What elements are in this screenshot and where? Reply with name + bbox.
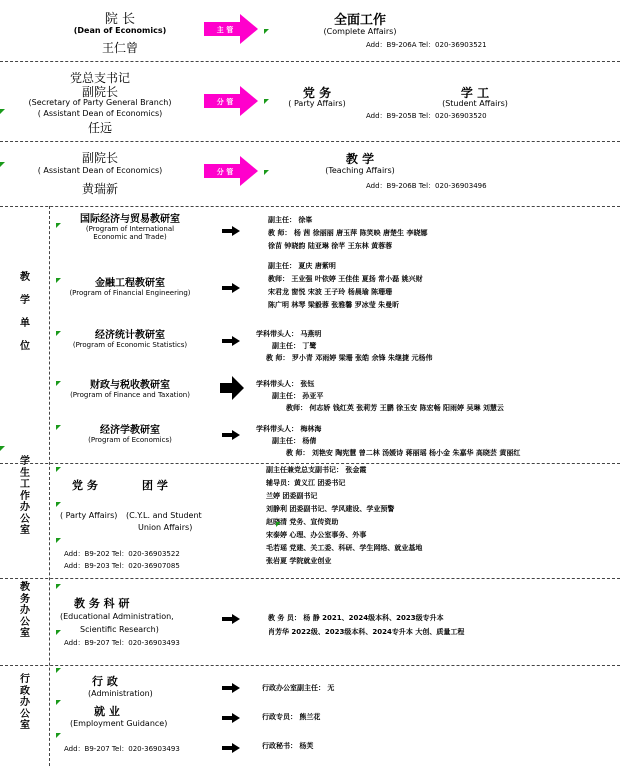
cyl-en: (C.Y.L. and Student	[126, 511, 202, 520]
marker	[56, 223, 61, 228]
unit-cn: 国际经济与贸易教研室	[80, 214, 180, 225]
arrow-label: 分 管	[216, 168, 234, 176]
marker	[56, 700, 61, 705]
unit-cn: 财政与税收教研室	[90, 380, 170, 391]
marker	[0, 109, 5, 114]
unit-en: (Program of Economics)	[88, 436, 172, 444]
arrow-label: 分 管	[216, 98, 234, 106]
marker	[0, 162, 5, 167]
addr: Add：B9-206A Tel：020-36903521	[366, 41, 487, 49]
unit-cn: 经济学教研室	[100, 425, 160, 436]
resp-en: (Complete Affairs)	[323, 27, 397, 36]
unit-staff: 副主任： 徐峯 教 师： 杨 茜 徐丽丽 唐玉萍 陈笑映 唐楚生 李晓娜 徐苗 钟晓韵 陆亚琳 徐芊 王东林 黄蓉蓉	[268, 216, 428, 250]
secretary-title: 党总支书记	[69, 71, 130, 85]
employment-title: 就 业	[94, 705, 120, 718]
marker	[56, 502, 61, 507]
student-affairs-en: (Student Affairs)	[442, 99, 508, 108]
vice-dean-en: ( Assistant Dean of Economics)	[37, 109, 163, 118]
marker	[264, 99, 269, 104]
party-affairs-title: 党 务	[302, 86, 332, 100]
admin-title: 行 政	[92, 675, 118, 688]
addr: Add：B9-207 Tel：020-36903493	[64, 639, 180, 647]
admin-side-label: 行 政 办 公 室	[20, 674, 30, 731]
academic-title: 教 务 科 研	[74, 597, 130, 610]
unit-economics	[60, 421, 200, 444]
marker	[56, 733, 61, 738]
arrow-right-icon	[222, 683, 240, 693]
dean-name: 王仁曾	[101, 41, 138, 55]
marker	[56, 331, 61, 336]
marker	[56, 425, 61, 430]
vice-dean-en: ( Assistant Dean of Economics)	[37, 166, 163, 175]
marker	[56, 584, 61, 589]
academic-staff: 教 务 员： 杨 静 2021、2024级本科、2023级专升本	[268, 614, 444, 622]
teaching-title: 教 学	[345, 152, 375, 166]
arrow-right-icon	[222, 743, 240, 753]
marker	[276, 522, 281, 527]
marker	[56, 278, 61, 283]
admin-staff: 行政专员： 熊兰花	[262, 713, 321, 721]
cyl-en: Union Affairs)	[138, 523, 193, 532]
addr: Add：B9-203 Tel：020-36907085	[64, 562, 180, 570]
addr: Add：B9-207 Tel：020-36903493	[64, 745, 180, 753]
admin-staff: 行政办公室副主任： 无	[262, 684, 335, 692]
unit-en: (Program of International	[85, 225, 175, 233]
academic-staff: 肖芳华 2022级、2023级本科、2024专升本 大创、质量工程	[268, 628, 465, 636]
student-side-label: 学 生 工 作 办 公 室	[20, 456, 30, 536]
marker	[56, 467, 61, 472]
dean-title-en: (Dean of Economics)	[73, 26, 167, 35]
academic-en: (Educational Administration,	[60, 612, 174, 621]
unit-cn: 经济统计教研室	[95, 330, 165, 341]
party-affairs-title: 党 务	[72, 479, 98, 492]
unit-en: (Program of Economic Statistics)	[72, 341, 188, 349]
arrow-right-icon	[220, 376, 244, 400]
addr: Add：B9-206B Tel：020-36903496	[366, 182, 487, 190]
unit-cn: 金融工程教研室	[95, 278, 165, 289]
addr: Add：B9-205B Tel：020-36903520	[366, 112, 487, 120]
teaching-en: (Teaching Affairs)	[325, 166, 395, 175]
student-staff: 副主任兼党总支副书记： 张金霞 辅导员：黄义江 团委书记 兰婷 团委副书记 刘静利 团委副书记、学风建设、学业预警 赵晓清 党务、宣传资助 宋泰婷 心理、办公室事务、外事 毛若瑶 党建、关工委、科研、学生网络、就业基地 张岩夏 学院就业创业	[266, 466, 423, 565]
academic-side-label: 教 务 办 公 室	[20, 582, 30, 639]
addr: Add：B9-202 Tel：020-36903522	[64, 550, 180, 558]
admin-staff: 行政秘书： 杨芙	[262, 742, 314, 750]
unit-staff: 学科带头人： 张钰 副主任： 孙亚平 教师： 何志娇 钱红英 张莉芳 王鹏 徐玉安 陈宏畅 阳雨婷 吴琳 刘慧云	[256, 380, 504, 412]
employment-en: (Employment Guidance)	[70, 719, 168, 728]
marker	[0, 446, 5, 451]
vice-dean-title: 副院长	[81, 85, 118, 99]
unit-staff: 学科带头人： 梅林海 副主任： 杨倩 教 师： 刘艳安 陶宪慧 曾二林 汤媛诗 蒋丽瑶 杨小金 朱嘉华 高晓芸 黄丽红	[256, 425, 521, 457]
admin-en: (Administration)	[88, 689, 153, 698]
secretary-en: (Secretary of Party General Branch)	[28, 98, 172, 107]
vice-dean-name: 黄瑞新	[81, 182, 118, 196]
marker	[264, 170, 269, 175]
marker	[56, 381, 61, 386]
student-affairs-title: 学 工	[460, 86, 490, 100]
unit-en: (Program of Financial Engineering)	[69, 289, 191, 297]
unit-en: Economic and Trade)	[93, 233, 167, 241]
unit-fin-eng	[60, 274, 200, 297]
party-affairs-en: ( Party Affairs)	[60, 511, 118, 520]
arrow-right-icon	[222, 614, 240, 624]
unit-intl-trade	[60, 210, 200, 241]
party-affairs-en: ( Party Affairs)	[288, 99, 346, 108]
arrow-right-icon	[222, 283, 240, 293]
vice-dean-title: 副院长	[81, 151, 118, 165]
unit-stats	[60, 326, 200, 349]
arrow-right-icon	[222, 430, 240, 440]
unit-en: (Program of Finance and Taxation)	[70, 391, 190, 399]
unit-finance-tax	[60, 376, 200, 399]
resp-title: 全面工作	[333, 13, 386, 28]
marker	[56, 538, 61, 543]
arrow-label: 主 管	[216, 26, 234, 34]
marker	[56, 668, 61, 673]
dean-title: 院 长	[104, 12, 136, 27]
marker	[56, 630, 61, 635]
arrow-right-icon	[222, 336, 240, 346]
unit-staff: 副主任： 夏庆 唐紫明 教师： 王业强 叶依婷 王佳佳 夏扬 常小磊 姚兴财 宋君龙 窗悦 宋波 王子玲 杨晨瑜 陈珊珊 陈广明 林琴 梁毅蓉 张雅馨 罗冰莹 朱曼昕	[268, 262, 423, 309]
cyl-title: 团 学	[142, 479, 168, 492]
academic-en: Scientific Research)	[80, 625, 159, 634]
teaching-side-label: 教 学 单 位	[20, 272, 30, 352]
marker	[264, 29, 269, 34]
arrow-right-icon	[222, 226, 240, 236]
arrow-right-icon	[222, 713, 240, 723]
unit-staff: 学科带头人： 马燕明 副主任： 丁鹭 教 师： 罗小青 邓雨婷 梁珊 张皓 余锋 朱继捷 元杨伟	[256, 330, 433, 362]
vice-dean-name: 任远	[87, 121, 112, 135]
